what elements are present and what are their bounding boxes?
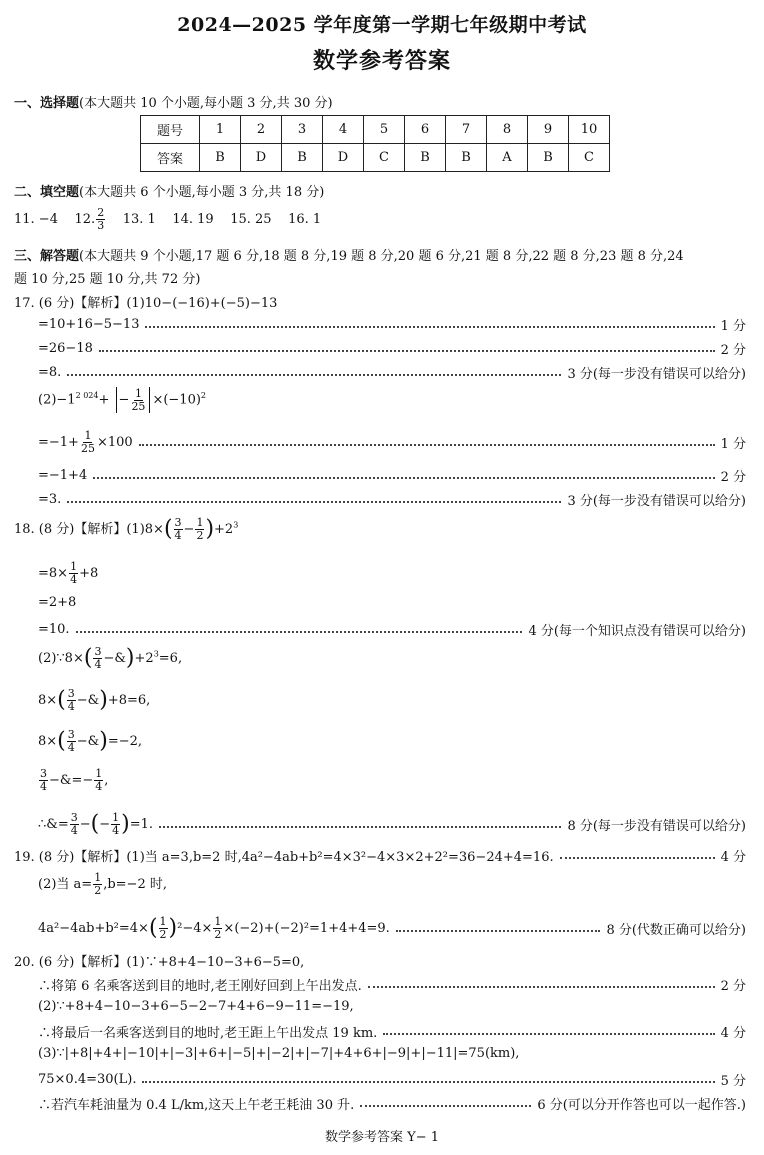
q20-step6: 75×0.4=30(L). 5 分 xyxy=(38,1072,746,1089)
section-fill-heading: 二、填空题(本大题共 6 个小题,每小题 3 分,共 18 分) xyxy=(14,185,325,200)
q20-step5: (3)∵|+8|+4+|−10|+|−3|+6+|−5|+|−2|+|−7|+4+6+|−9|+|−11|=75(km), xyxy=(38,1046,520,1061)
q18-step2: =2+8 xyxy=(38,595,77,610)
q17-step4: =−1+ $\frac{1}{25}$ ×100 1 分 xyxy=(38,429,746,455)
section-solve-heading: 三、解答题(本大题共 9 个小题,17 题 6 分,18 题 8 分,19 题 8 分,20 题 6 分,21 题 8 分,22 题 8 分,23 题 8 分,24 xyxy=(14,249,684,264)
section-solve-note-cont: 题 10 分,25 题 10 分,共 72 分) xyxy=(14,272,201,287)
exam-title: 2024—2025 学年度第一学期七年级期中考试 xyxy=(177,14,587,36)
q20-step7: ∴若汽车耗油量为 0.4 L/km,这天上午老王耗油 30 升. 6 分(可以分开作答也可以一起作答.) xyxy=(38,1098,746,1113)
q17-step5: =−1+4 2 分 xyxy=(38,468,746,485)
q18-step5: 8×( $\frac{3}{4}$ −&)+8=6, xyxy=(38,687,151,713)
q17-head: 17. (6 分)【解析】(1)10−(−16)+(−5)−13 xyxy=(14,296,278,311)
q20-step2: ∴将第 6 名乘客送到目的地时,老王刚好回到上午出发点. 2 分 xyxy=(38,979,746,994)
q19-part2-calc: 4a²−4ab+b²=4×( $\frac{1}{2}$ )²−4× $\frac{1}{2}$ ×(−2)+(−2)²=1+4+4=9. 8 分(代数正确可以给分) xyxy=(38,915,746,941)
table-row-answers: 答案 B D B D C B B A B C xyxy=(141,144,610,172)
q19-part2: (2)当 a= $\frac{1}{2}$ ,b=−2 时, xyxy=(38,871,167,897)
q17-step6: =3. 3 分(每一步没有错误可以给分) xyxy=(38,492,746,509)
q18-step6: 8×( $\frac{3}{4}$ −&)=−2, xyxy=(38,728,143,754)
q18-head: 18. (8 分)【解析】(1)8×( $\frac{3}{4}$ − $\frac{1}{2}$ )$+2^3$ xyxy=(14,516,239,542)
q18-step7: $\frac{3}{4}$ −&=− $\frac{1}{4}$ , xyxy=(40,767,109,793)
q17-part2: $(2)-1^{2 024}+$ − $\frac{1}{25}$ $\times(-10)^2$ xyxy=(38,386,207,413)
q17-step1: =10+16−5−13 1 分 xyxy=(38,317,746,334)
q20-head: 20. (6 分)【解析】(1)∵+8+4−10−3+6−5=0, xyxy=(14,955,305,970)
q18-step1: =8× $\frac{1}{4}$ +8 xyxy=(38,560,99,586)
fill-answers: 11. −4 12. $\frac{2}{3}$ 13. 1 14. 19 15. 25 16. 1 xyxy=(14,206,322,232)
q18-step8: ∴&= $\frac{3}{4}$ −(− $\frac{1}{4}$ )=1. 8 分(每一步没有错误可以给分) xyxy=(38,811,746,837)
q17-step3: =8. 3 分(每一步没有错误可以给分) xyxy=(38,365,746,382)
q18-part2: (2)∵8×( $\frac{3}{4}$ $-\&)+2^3=6$, xyxy=(38,645,183,671)
q19-part1: 19. (8 分)【解析】(1)当 a=3,b=2 时,4a²−4ab+b²=4×3²−4×3×2+2²=36−24+4=16. 4 分 xyxy=(14,850,746,865)
q18-step3: =10. 4 分(每一个知识点没有错误可以给分) xyxy=(38,622,746,639)
q20-step4: ∴将最后一名乘客送到目的地时,老王距上午出发点 19 km. 4 分 xyxy=(38,1026,746,1041)
page-footer: 数学参考答案 Y− 1 xyxy=(324,1130,439,1145)
section-choice-heading: 一、选择题(本大题共 10 个小题,每小题 3 分,共 30 分) xyxy=(14,96,333,111)
answer-title: 数学参考答案 xyxy=(312,48,451,74)
q17-step2: =26−18 2 分 xyxy=(38,341,746,358)
table-row-numbers: 题号 1 2 3 4 5 6 7 8 9 10 xyxy=(141,116,610,144)
answer-table xyxy=(140,115,610,172)
q20-step3: (2)∵+8+4−10−3+6−5−2−7+4+6−9−11=−19, xyxy=(38,999,354,1014)
